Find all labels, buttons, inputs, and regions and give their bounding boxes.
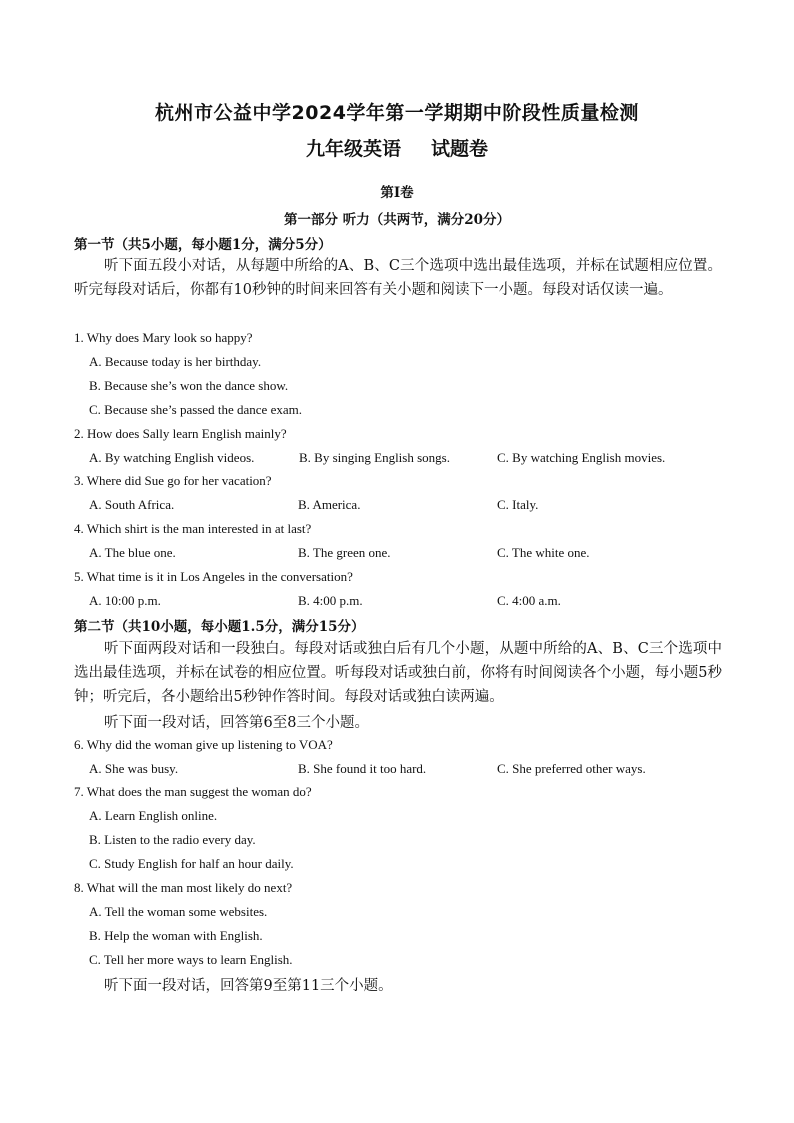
dialog-instruction: 听下面一段对话，回答第6至8三个小题。	[104, 715, 369, 731]
option: C. By watching English movies.	[497, 450, 666, 465]
exam-title: 杭州市公益中学2024学年第一学期期中阶段性质量检测	[155, 102, 639, 124]
question-stem: 2. How does Sally learn English mainly?	[74, 426, 287, 441]
option: B. The green one.	[298, 545, 391, 560]
question-stem: 5. What time is it in Los Angeles in the conversation?	[74, 569, 353, 584]
option: C. The white one.	[497, 545, 590, 560]
exam-subtitle	[0, 134, 794, 161]
question-stem: 1. Why does Mary look so happy?	[74, 330, 253, 345]
section2-instruction: 听下面两段对话和一段独白。每段对话或独白后有几个小题，从题中所给的A、B、C三个选项中选出最佳选项，并标在试卷的相应位置。听每段对话或独白前，你将有时间阅读各个小题，每小题5秒钟；听完后，各小题给出5秒钟作答时间。每段对话或独白读两遍。	[74, 641, 722, 705]
option: A. 10:00 p.m.	[89, 593, 161, 608]
option: B. 4:00 p.m.	[298, 593, 363, 608]
option: A. The blue one.	[89, 545, 176, 560]
option: B. Help the woman with English.	[89, 928, 263, 943]
option: C. She preferred other ways.	[497, 761, 646, 776]
subject-label: 九年级英语	[305, 138, 401, 160]
option: A. By watching English videos.	[89, 450, 255, 465]
section2-heading: 第二节（共10小题，每小题1.5分，满分15分）	[74, 619, 365, 635]
option: B. America.	[298, 497, 361, 512]
question-stem: 3. Where did Sue go for her vacation?	[74, 473, 272, 488]
part1-heading: 第一部分 听力（共两节，满分20分）	[284, 212, 510, 228]
option: A. South Africa.	[89, 497, 175, 512]
option: B. By singing English songs.	[299, 450, 450, 465]
option: C. Because she’s passed the dance exam.	[89, 402, 302, 417]
question-stem: 7. What does the man suggest the woman do?	[74, 784, 312, 799]
option: C. Italy.	[497, 497, 539, 512]
question-stem: 8. What will the man most likely do next?	[74, 880, 293, 895]
option: C. Tell her more ways to learn English.	[89, 952, 293, 967]
option: A. Because today is her birthday.	[89, 354, 262, 369]
option: C. 4:00 a.m.	[497, 593, 561, 608]
question-stem: 4. Which shirt is the man interested in at last?	[74, 521, 312, 536]
option: C. Study English for half an hour daily.	[89, 856, 294, 871]
volume-heading: 第Ⅰ卷	[380, 185, 414, 201]
paper-type-label: 试题卷	[431, 138, 489, 160]
section1-instruction: 听下面五段小对话，从每题中所给的A、B、C三个选项中选出最佳选项，并标在试题相应位置。听完每段对话后，你都有10秒钟的时间来回答有关小题和阅读下一小题。每段对话仅读一遍。	[74, 258, 722, 298]
dialog-instruction: 听下面一段对话，回答第9至第11三个小题。	[104, 978, 393, 994]
option: A. Tell the woman some websites.	[89, 904, 268, 919]
option: B. She found it too hard.	[298, 761, 427, 776]
option: A. She was busy.	[89, 761, 179, 776]
section1-heading: 第一节（共5小题，每小题1分，满分5分）	[74, 237, 332, 253]
question-stem: 6. Why did the woman give up listening to VOA?	[74, 737, 333, 752]
option: A. Learn English online.	[89, 808, 218, 823]
option: B. Because she’s won the dance show.	[89, 378, 289, 393]
option: B. Listen to the radio every day.	[89, 832, 256, 847]
